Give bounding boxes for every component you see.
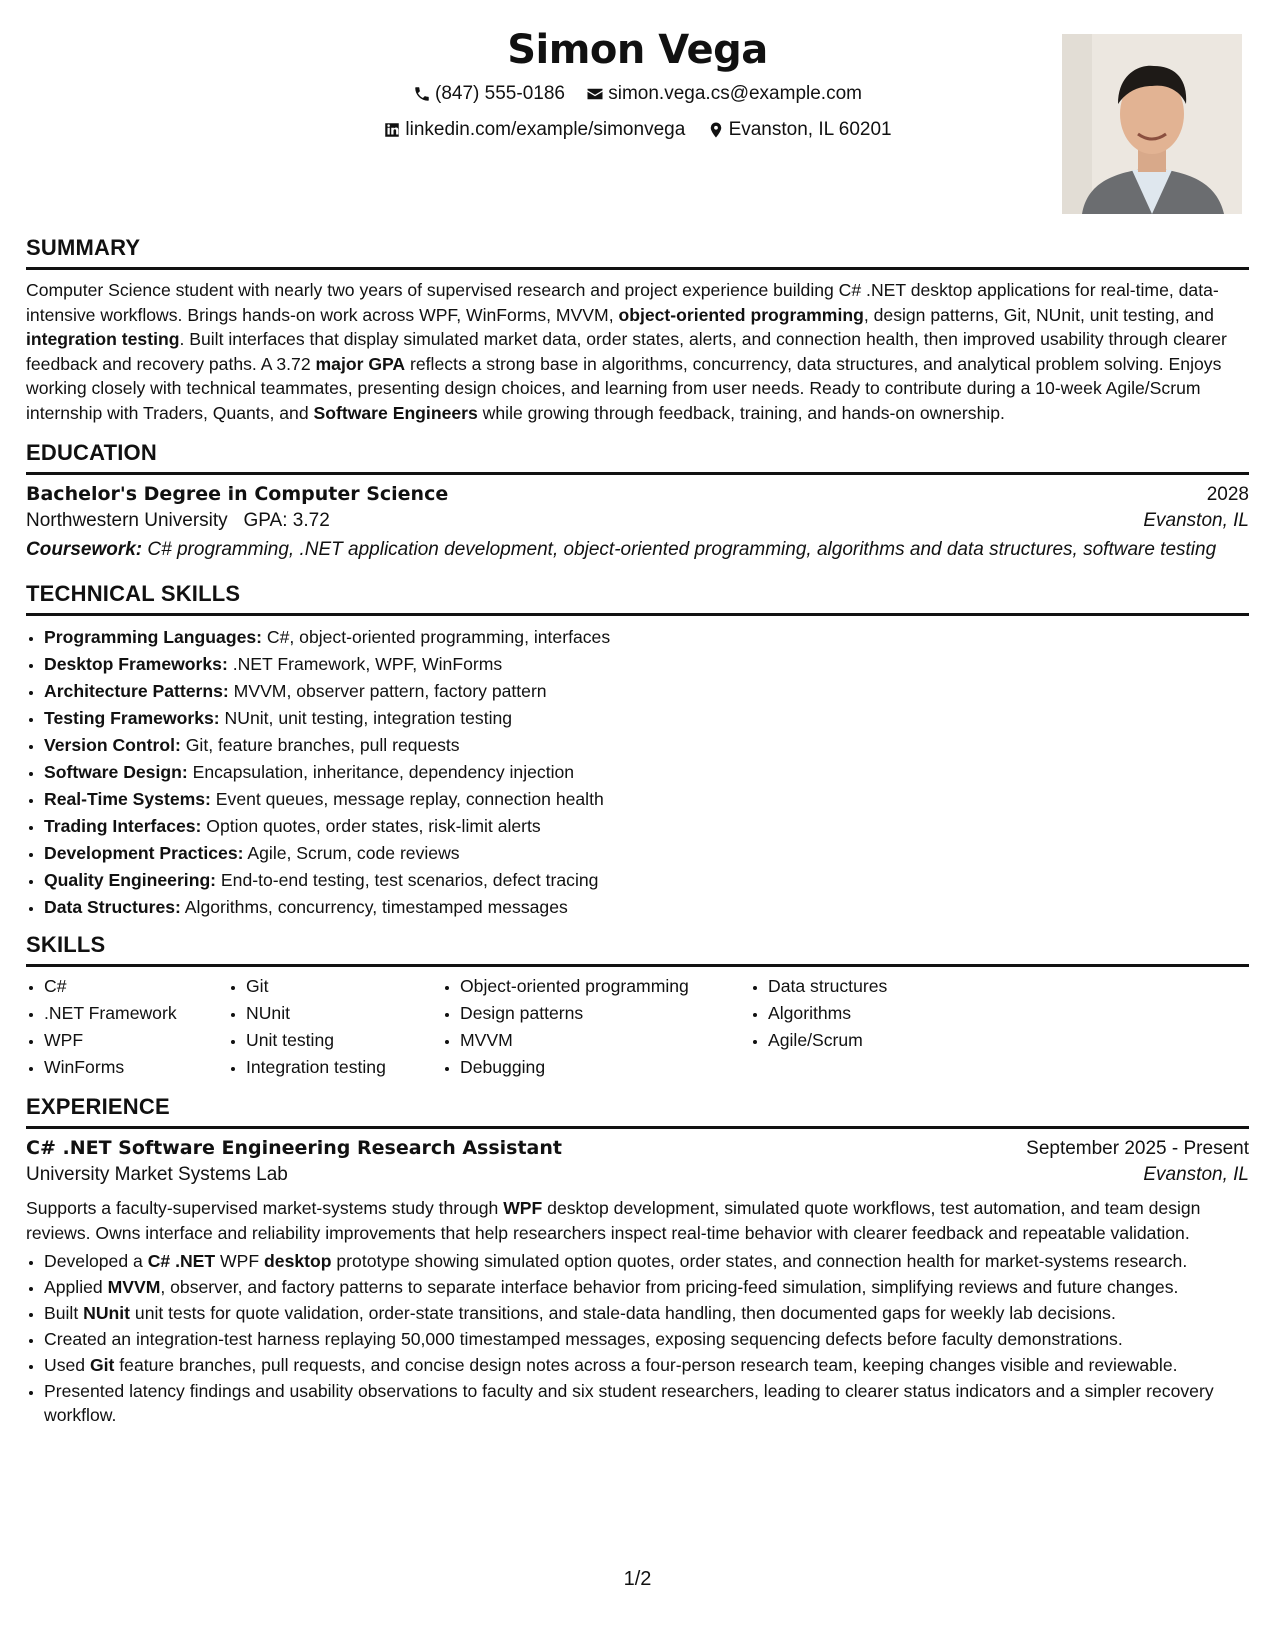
skill-item: • Data structures (768, 973, 1068, 1000)
skill-item: • NUnit (246, 1000, 442, 1027)
education-heading: EDUCATION (26, 439, 1249, 475)
linkedin-link[interactable]: linkedin.com/example/simonvega (405, 119, 686, 140)
technical-skill-item: • Desktop Frameworks: .NET Framework, WPF, WinForms (44, 651, 1249, 678)
phone-text[interactable]: (847) 555-0186 (435, 83, 565, 104)
profile-photo (1062, 34, 1242, 214)
skill-item: • Git (246, 973, 442, 1000)
linkedin-item (383, 114, 685, 146)
phone-icon (413, 85, 431, 103)
summary-section (26, 234, 1249, 425)
location-text: Evanston, IL 60201 (728, 119, 892, 140)
school-row (26, 506, 1249, 536)
technical-skill-item: • Software Design: Encapsulation, inheritance, dependency injection (44, 759, 1249, 786)
technical-skill-item: • Version Control: Git, feature branches, pull requests (44, 732, 1249, 759)
org-row (26, 1160, 1249, 1190)
skill-item: • C# (44, 973, 228, 1000)
technical-skill-item: • Programming Languages: C#, object-oriented programming, interfaces (44, 624, 1249, 651)
resume-page (26, 20, 1249, 1429)
technical-skill-item: • Real-Time Systems: Event queues, message replay, connection health (44, 786, 1249, 813)
education-section (26, 439, 1249, 562)
skills-column-4 (750, 973, 1068, 1081)
degree-row (26, 483, 1249, 506)
summary-heading: SUMMARY (26, 234, 1249, 270)
coursework: Coursework: C# programming, .NET application development, object-oriented programming, algorithms and data structures, software testing (26, 539, 1217, 560)
experience-section (26, 1093, 1249, 1427)
technical-skill-item: • Data Structures: Algorithms, concurrency, timestamped messages (44, 894, 1249, 921)
email-link[interactable]: simon.vega.cs@example.com (608, 83, 862, 104)
skill-item: • Debugging (460, 1054, 750, 1081)
skill-item: • .NET Framework (44, 1000, 228, 1027)
experience-bullets (26, 1249, 1249, 1427)
resume-header (26, 22, 1249, 220)
graduation-year: 2028 (1206, 484, 1249, 505)
technical-skills-heading: TECHNICAL SKILLS (26, 580, 1249, 616)
experience-bullet: • Built NUnit unit tests for quote validation, order-state transitions, and stale-data handling, then documented gaps for weekly lab decisions. (44, 1301, 1249, 1325)
candidate-name: Simon Vega (507, 27, 768, 73)
skill-item: • Design patterns (460, 1000, 750, 1027)
email-item (586, 78, 862, 110)
skills-column-2 (228, 973, 442, 1081)
skill-item: • Agile/Scrum (768, 1027, 1068, 1054)
experience-bullet: • Created an integration-test harness replaying 50,000 timestamped messages, exposing sequencing defects before faculty demonstrations. (44, 1327, 1249, 1351)
technical-skill-item: • Development Practices: Agile, Scrum, code reviews (44, 840, 1249, 867)
page-number: 1/2 (623, 1568, 652, 1590)
org-location: Evanston, IL (1143, 1164, 1249, 1185)
technical-skill-item: • Quality Engineering: End-to-end testing, test scenarios, defect tracing (44, 867, 1249, 894)
linkedin-icon (383, 121, 401, 139)
skill-item: • MVVM (460, 1027, 750, 1054)
skills-column-3 (442, 973, 750, 1081)
technical-skill-item: • Trading Interfaces: Option quotes, order states, risk-limit alerts (44, 813, 1249, 840)
experience-bullet: • Used Git feature branches, pull requests, and concise design notes across a four-person research team, keeping changes visible and reviewable. (44, 1353, 1249, 1377)
role-title: C# .NET Software Engineering Research Assistant (26, 1137, 562, 1159)
skills-grid (26, 973, 1249, 1081)
role-row (26, 1137, 1249, 1160)
role-intro: Supports a faculty-supervised market-systems study through WPF desktop development, simulated quote workflows, test automation, and team design reviews. Owns interface and reliability improvements that help researchers inspect real-time behavior with clearer feedback and repeatable validation. (26, 1198, 1201, 1243)
envelope-icon (586, 85, 604, 103)
school-name: Northwestern University (26, 510, 228, 531)
skill-item: • WPF (44, 1027, 228, 1054)
experience-bullet: • Applied MVVM, observer, and factory patterns to separate interface behavior from pricing-feed simulation, simplifying reviews and future changes. (44, 1275, 1249, 1299)
role-dates: September 2025 - Present (1026, 1138, 1249, 1159)
phone-item (413, 78, 565, 110)
skill-item: • Integration testing (246, 1054, 442, 1081)
experience-heading: EXPERIENCE (26, 1093, 1249, 1129)
technical-skill-item: • Testing Frameworks: NUnit, unit testing, integration testing (44, 705, 1249, 732)
gpa: GPA: 3.72 (243, 510, 330, 531)
skill-item: • Algorithms (768, 1000, 1068, 1027)
technical-skills-section (26, 580, 1249, 921)
location-item (707, 114, 892, 146)
skills-section (26, 931, 1249, 1081)
skills-column-1 (26, 973, 228, 1081)
experience-bullet: • Developed a C# .NET WPF desktop prototype showing simulated option quotes, order states, and connection health for market-systems research. (44, 1249, 1249, 1273)
technical-skill-item: • Architecture Patterns: MVVM, observer pattern, factory pattern (44, 678, 1249, 705)
experience-bullet: • Presented latency findings and usability observations to faculty and six student researchers, leading to clearer status indicators and a simpler recovery workflow. (44, 1379, 1249, 1427)
degree-title: Bachelor's Degree in Computer Science (26, 483, 449, 505)
skill-item: • Object-oriented programming (460, 973, 750, 1000)
map-pin-icon (707, 121, 725, 139)
technical-skills-list (26, 624, 1249, 921)
summary-text: Computer Science student with nearly two years of supervised research and project experience building C# .NET desktop applications for real-time, data-intensive workflows. Brings hands-on work across WPF, WinForms, MVVM, object-oriented programming, design patterns, Git, NUnit, unit testing, and integration testing. Built interfaces that display simulated market data, order states, alerts, and connection health, then improved usability through clearer feedback and recovery paths. A 3.72 major GPA reflects a strong base in algorithms, concurrency, data structures, and analytical problem solving. Enjoys working closely with technical teammates, presenting design choices, and learning from user needs. Ready to contribute during a 10-week Agile/Scrum internship with Traders, Quants, and Software Engineers while growing through feedback, training, and hands-on ownership. (26, 280, 1227, 423)
skills-heading: SKILLS (26, 931, 1249, 967)
skill-item: • Unit testing (246, 1027, 442, 1054)
org-name: University Market Systems Lab (26, 1164, 288, 1185)
skill-item: • WinForms (44, 1054, 228, 1081)
school-location: Evanston, IL (1143, 510, 1249, 531)
